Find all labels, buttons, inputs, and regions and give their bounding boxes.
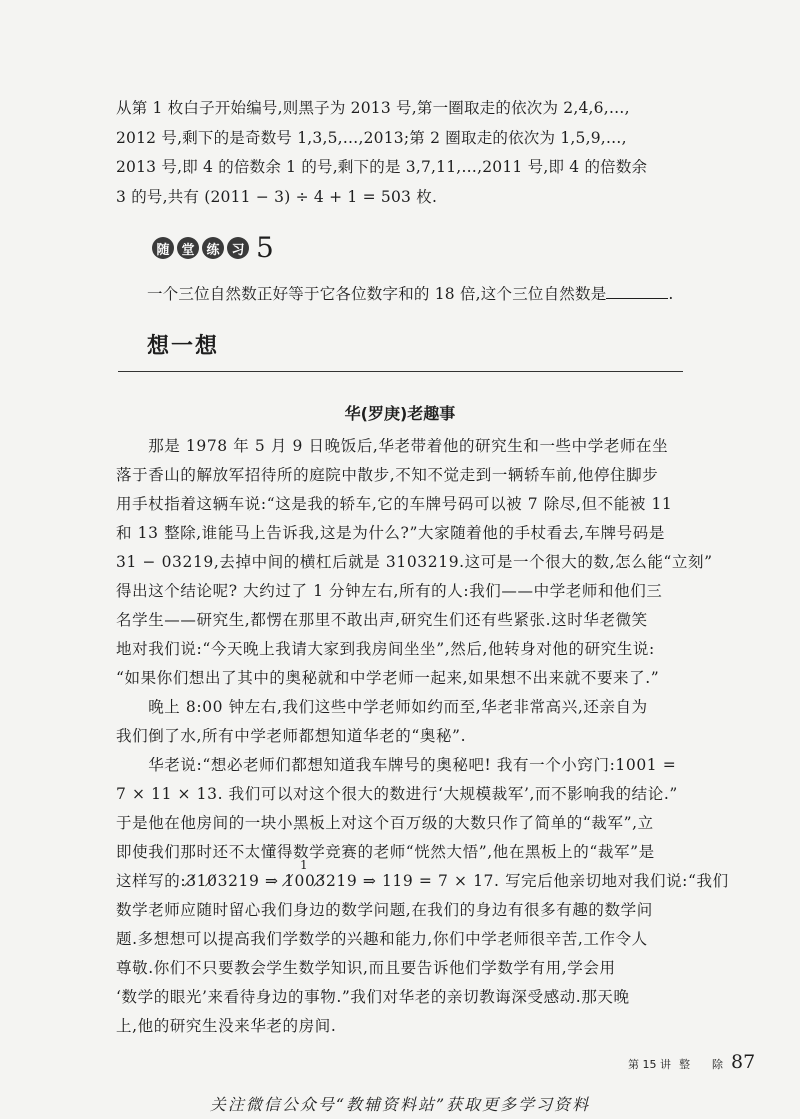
answer-blank [606,284,668,299]
story-line: 用手杖指着这辆车说:“这是我的轿车,它的车牌号码可以被 7 除尽,但不能被 11 [116,495,673,513]
story-line: 于是他在他房间的一块小黑板上对这个百万级的大数只作了简单的“裁军”,立 [116,814,654,832]
exercise-badge-char: 习 [227,237,249,259]
story-line: 地对我们说:“今天晚上我请大家到我房间坐坐”,然后,他转身对他的研究生说: [116,640,655,658]
solution-line: 2012 号,剩下的是奇数号 1,3,5,…,2013;第 2 圈取走的依次为 1,5,9,…, [116,129,627,147]
story-line: 晚上 8:00 钟左右,我们这些中学老师如约而至,华老非常高兴,还亲自为 [116,698,648,716]
footer-topic: 整 除 [679,1058,723,1071]
story-line: ‘数学的眼光’来看待身边的事物.”我们对华老的亲切教诲深受感动.那天晚 [116,988,630,1006]
story-line: 我们倒了水,所有中学老师都想知道华老的“奥秘”. [116,727,467,745]
story-title: 华(罗庚)老趣事 [344,404,456,423]
solution-line: 从第 1 枚白子开始编号,则黑子为 2013 号,第一圈取走的依次为 2,4,6,…, [116,99,630,117]
story-line: 31 − 03219,去掉中间的横杠后就是 3103219.这可是一个很大的数,怎么能“立刻” [116,553,713,571]
story-line: 题.多想想可以提高我们学数学的兴趣和能力,你们中学老师很辛苦,工作令人 [116,930,648,948]
page-footer [628,1051,755,1073]
page-number: 87 [731,1051,756,1073]
exercise-badge-char: 随 [152,237,174,259]
story-line: 7 × 11 × 13. 我们可以对这个很大的数进行‘大规模裁军’,而不影响我的结论.” [116,785,678,803]
exercise-badge [152,231,274,264]
story-line: 华老说:“想必老师们都想知道我车牌号的奥秘吧! 我有一个小窍门:1001 = [116,756,677,774]
story-line: 和 13 整除,谁能马上告诉我,这是为什么?”大家随着他的手杖看去,车牌号码是 [116,524,665,542]
story-line: 那是 1978 年 5 月 9 日晚饭后,华老带着他的研究生和一些中学老师在坐 [116,437,669,455]
story-line: 数学老师应随时留心我们身边的数学问题,在我们的身边有很多有趣的数学问 [116,901,653,919]
story-line: 上,他的研究生没来华老的房间. [116,1017,337,1035]
footer-chapter: 第 15 讲 [628,1058,671,1071]
solution-line: 2013 号,即 4 的倍数余 1 的号,剩下的是 3,7,11,…,2011 号,即 4 的倍数余 [116,158,648,176]
watermark-text: 关注微信公众号“教辅资料站”获取更多学习资料 [209,1095,591,1114]
story-line: 这样写的:3̸10̸3219 ⇒ 1̸003̸219 ⇒ 119 = 7 × 17. 写完后他亲切地对我们说:“我们 [116,872,729,890]
exercise-end: . [668,285,674,303]
exercise-text: 一个三位自然数正好等于它各位数字和的 18 倍,这个三位自然数是 [147,285,607,303]
story-line: 即使我们那时还不太懂得数学竞赛的老师“恍然大悟”,他在黑板上的“裁军”是 [116,843,655,861]
story-line: 名学生——研究生,都愣在那里不敢出声,研究生们还有些紧张.这时华老微笑 [116,611,648,629]
story-line: 尊敬.你们不只要教会学生数学知识,而且要告诉他们学数学有用,学会用 [116,959,616,977]
exercise-badge-char: 堂 [177,237,199,259]
solution-line: 3 的号,共有 (2011 − 3) ÷ 4 + 1 = 503 枚. [116,188,438,206]
exercise-badge-char: 练 [202,237,224,259]
story-line: “如果你们想出了其中的奥秘就和中学老师一起来,如果想不出来就不要来了.” [116,669,660,687]
story-line: 落于香山的解放军招待所的庭院中散步,不知不觉走到一辆轿车前,他停住脚步 [116,466,659,484]
exercise-question [147,282,674,304]
section-divider [118,371,683,372]
story-line: 得出这个结论呢? 大约过了 1 分钟左右,所有的人:我们——中学老师和他们三 [116,582,663,600]
section-heading: 想一想 [147,334,220,359]
carry-superscript: 1 [300,858,308,872]
exercise-number: 5 [256,231,274,264]
